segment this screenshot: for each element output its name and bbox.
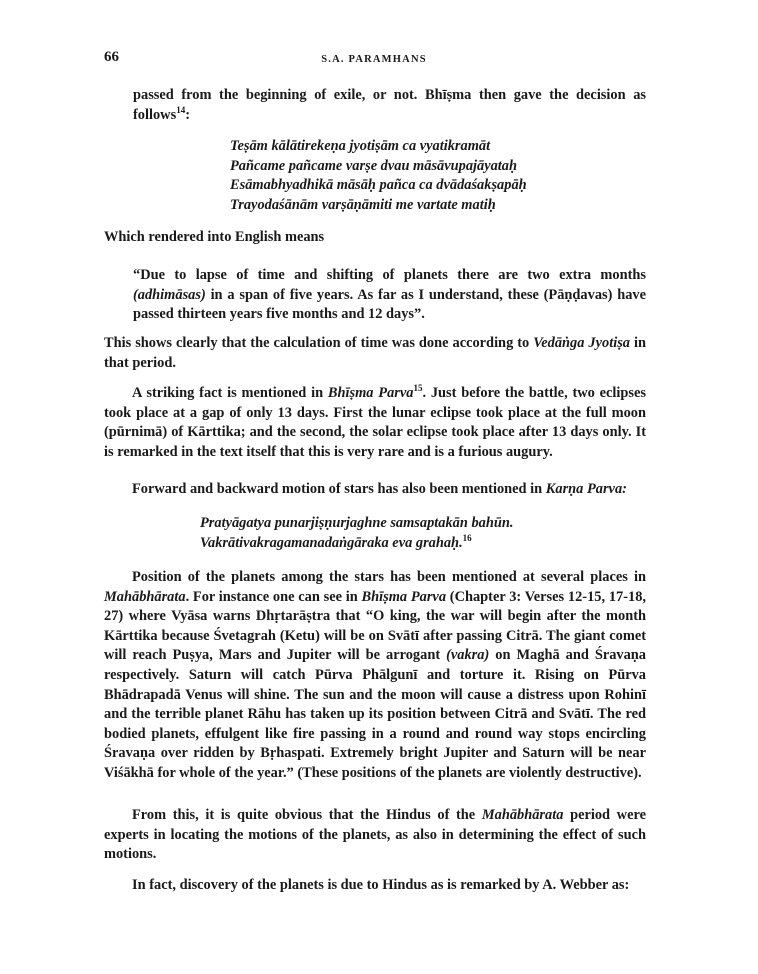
paragraph — [104, 384, 646, 462]
verse-line: Teṣām kālātirekeṇa jyotiṣām ca vyatikramāt — [230, 138, 491, 154]
verse-line: Pañcame pañcame varṣe dvau māsāvupajāyataḥ — [230, 157, 517, 174]
para-term: (vakra) — [446, 647, 490, 664]
intro-paragraph — [133, 86, 646, 125]
footnote-ref: 16 — [462, 532, 472, 543]
quote-term: (adhimāsas) — [133, 286, 206, 303]
para-text: Forward and backward motion of stars has also been mentioned in — [132, 481, 543, 497]
para-text: in that period. — [104, 335, 647, 371]
paragraph — [104, 480, 646, 500]
para-text: Position of the planets among the stars has been mentioned at several places in — [132, 569, 646, 585]
sanskrit-verse — [230, 137, 527, 215]
para-term: Vedāṅga Jyotiṣa — [533, 335, 630, 351]
para-term: Karṇa Parva: — [545, 481, 627, 497]
verse-line: Pratyāgatya punarjiṣṇurjaghne samsaptakān bahūn. — [200, 515, 514, 531]
verse-line: Trayodaśānām varṣāṇāmiti me vartate matiḥ — [230, 196, 496, 213]
para-term: Bhīṣma Parva — [361, 588, 447, 605]
quote-text-2: in a span of five years. As far as I understand, these (Pāṇḍavas) have passed thirteen years five months and 12 days”. — [133, 286, 646, 323]
paragraph — [104, 334, 646, 373]
paragraph — [104, 568, 646, 784]
quote-text-1: “Due to lapse of time and shifting of planets there are two extra months — [133, 267, 646, 283]
verse-line: Esāmabhyadhikā māsāḥ pañca ca dvādaśakṣapāḥ — [230, 177, 527, 194]
para-text: . For instance one can see in — [185, 588, 358, 605]
english-intro-text: Which rendered into English means — [104, 229, 325, 245]
para-text: . Just before the battle, two eclipses took place at a gap of only 13 days. First the lunar eclipse took place at the full moon (pūrnimā) of Kārttika; and the second, the solar eclipse took place after 13 days only. It is remarked in the text itself that this is very rare and is a furious augury. — [104, 385, 647, 460]
para-term: Mahābhārata — [481, 807, 564, 823]
paragraph — [104, 876, 646, 896]
para-text: From this, it is quite obvious that the Hindus of the — [132, 807, 476, 823]
english-intro — [104, 228, 646, 248]
para-text: In fact, discovery of the planets is due to Hindus as is remarked by A. Webber as: — [132, 877, 630, 893]
para-text: (Chapter 3: Verses 12-15, 17-18, 27) where Vyāsa warns Dhṛtarāṣtra that “O king, the war will begin after the month Kārttika because Śvetagrah (Ketu) will be on Svātī after passing Citrā. The giant comet will reach Puṣya, Mars and Jupiter will be arrogant — [104, 588, 646, 664]
footnote-ref: 14 — [176, 104, 186, 115]
para-text: This shows clearly that the calculation of time was done according to — [104, 335, 530, 351]
para-term: Bhīṣma Parva — [327, 385, 414, 401]
sanskrit-verse — [200, 514, 513, 553]
intro-colon: : — [185, 106, 190, 123]
para-text: on Maghā and Śravaṇa respectively. Saturn will catch Pūrva Phālgunī and torture it. Rising on Pūrva Bhādrapadā Venus will shine. The sun and the moon will cause a distress upon Rohinī and the terrible planet Rāhu has taken up its position between Citrā and Svātī. The red bodied planets, effulgent like fire passing in a round and round way stops encircling Śravaṇa over ridden by Bṛhaspati. Extremely bright Jupiter and Saturn will be near Viśākhā for whole of the year.” (These positions of the planets are violently destructive). — [104, 647, 646, 781]
page-header — [104, 48, 644, 70]
running-head: S.A. PARAMHANS — [321, 54, 427, 65]
verse-line: Vakrātivakragamanadaṅgāraka eva grahaḥ. — [200, 534, 463, 551]
intro-text: passed from the beginning of exile, or not. Bhīṣma then gave the decision as follows — [133, 87, 646, 123]
translation-quote — [133, 266, 646, 325]
para-text: A striking fact is mentioned in — [132, 385, 324, 401]
footnote-ref: 15 — [413, 383, 423, 394]
para-term: Mahābhārata — [104, 588, 186, 605]
paragraph — [104, 806, 646, 865]
para-text: period were experts in locating the motions of the planets, as also in determining the effect of such motions. — [104, 807, 646, 863]
page-number: 66 — [104, 49, 119, 65]
